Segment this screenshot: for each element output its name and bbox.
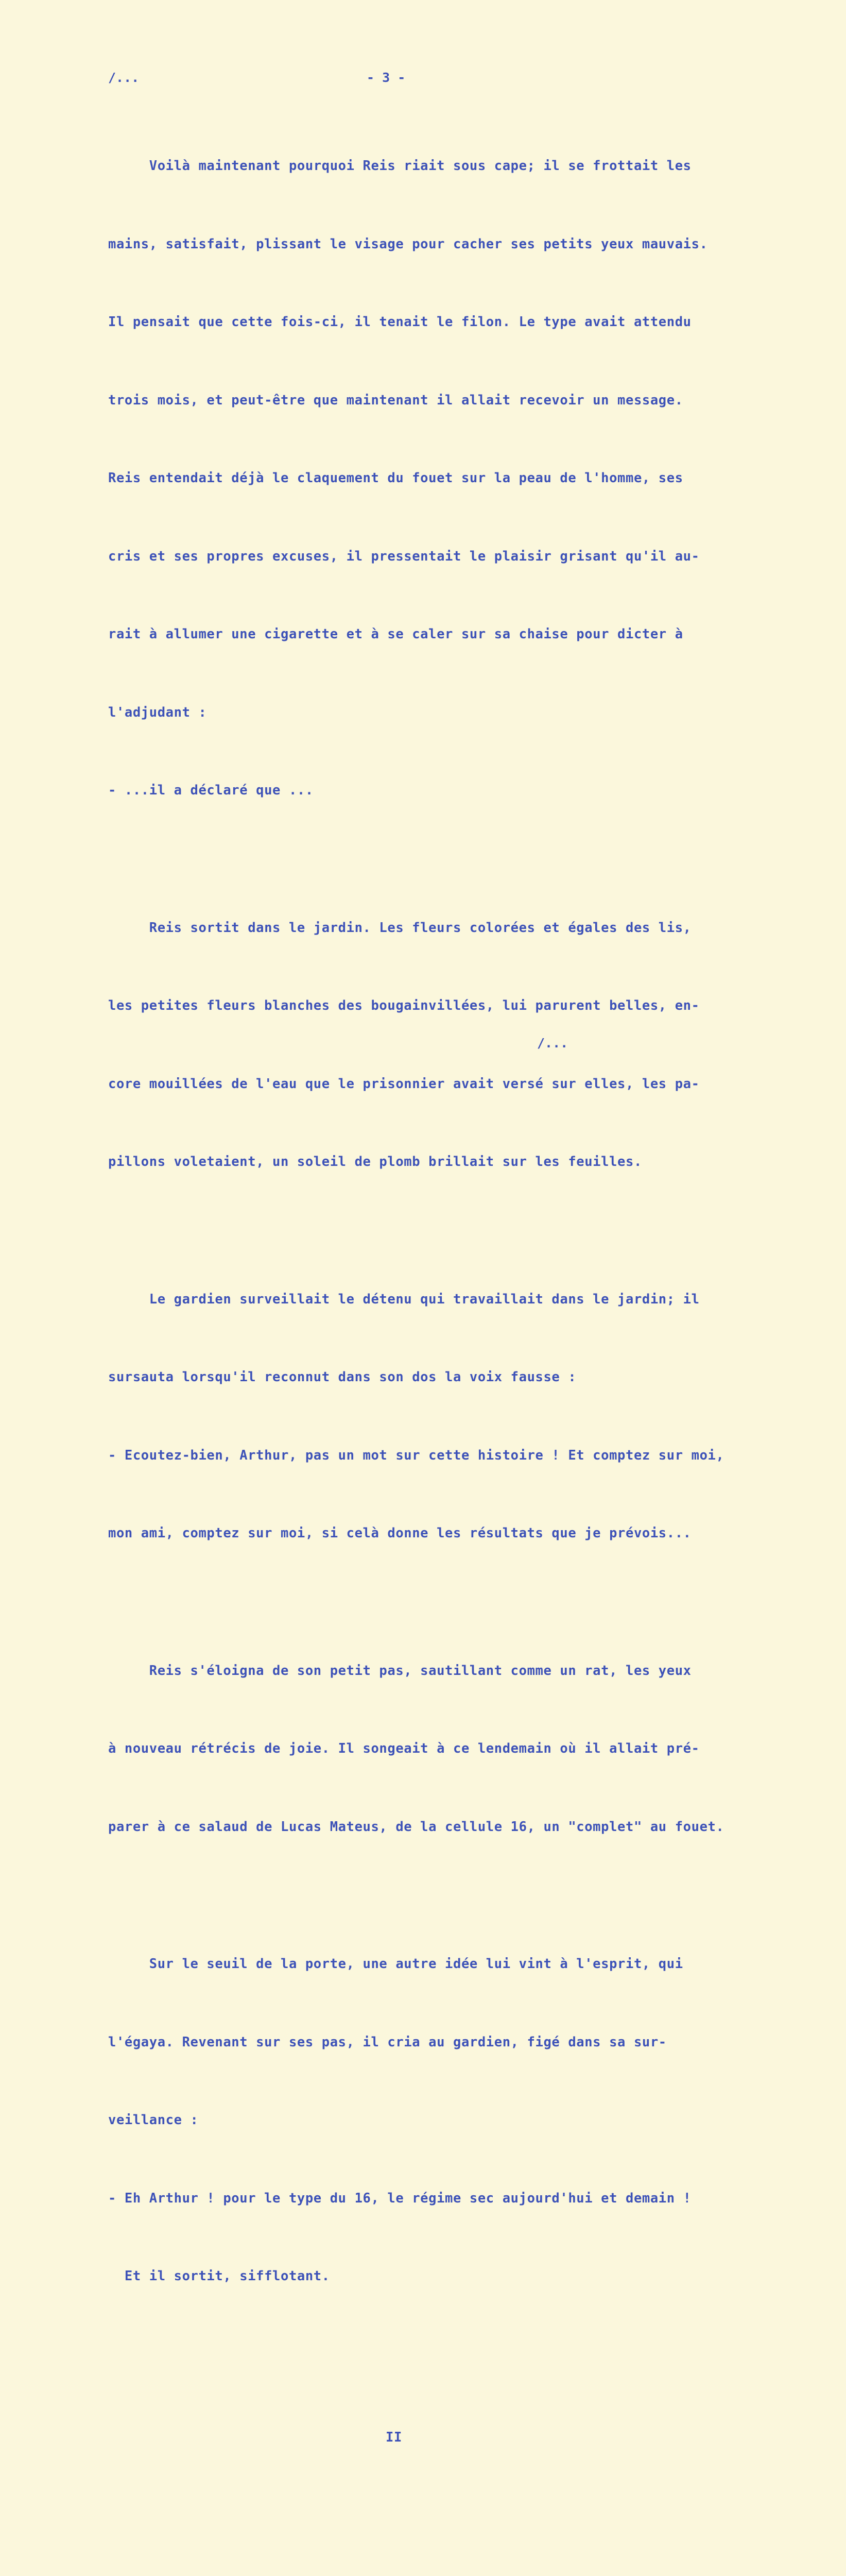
section-heading: II xyxy=(386,2429,402,2445)
continuation-mark-bottom: /... xyxy=(537,1036,568,1050)
typed-text-body xyxy=(108,101,772,2576)
text-line: Il pensait que cette fois-ci, il tenait le filon. Le type avait attendu xyxy=(108,314,692,330)
text-line: core mouillées de l'eau que le prisonnier avait versé sur elles, les pa- xyxy=(108,1076,700,1092)
page-header xyxy=(0,70,846,91)
page-number: - 3 - xyxy=(367,70,406,85)
text-line: Et il sortit, sifflotant. xyxy=(108,2268,330,2284)
text-line: sursauta lorsqu'il reconnut dans son dos la voix fausse : xyxy=(108,1369,577,1385)
text-line: Voilà maintenant pourquoi Reis riait sous cape; il se frottait les xyxy=(108,158,692,174)
text-line: à nouveau rétrécis de joie. Il songeait à ce lendemain où il allait pré- xyxy=(108,1741,700,1756)
text-line: trois mois, et peut-être que maintenant il allait recevoir un message. xyxy=(108,392,683,408)
text-line: - ...il a déclaré que ... xyxy=(108,783,314,798)
text-line: - Ecoutez-bien, Arthur, pas un mot sur cette histoire ! Et comptez sur moi, xyxy=(108,1447,724,1463)
text-line: rait à allumer une cigarette et à se caler sur sa chaise pour dicter à xyxy=(108,626,683,642)
text-line: les petites fleurs blanches des bougainvillées, lui parurent belles, en- xyxy=(108,998,700,1013)
text-line: l'égaya. Revenant sur ses pas, il cria au gardien, figé dans sa sur- xyxy=(108,2034,667,2050)
text-line: pillons voletaient, un soleil de plomb brillait sur les feuilles. xyxy=(108,1154,642,1170)
text-line: Reis s'éloigna de son petit pas, sautillant comme un rat, les yeux xyxy=(108,1663,692,1679)
text-line: cris et ses propres excuses, il pressentait le plaisir grisant qu'il au- xyxy=(108,548,700,564)
text-line: - Eh Arthur ! pour le type du 16, le régime sec aujourd'hui et demain ! xyxy=(108,2190,692,2206)
text-line: Le gardien surveillait le détenu qui travaillait dans le jardin; il xyxy=(108,1291,700,1307)
text-line: mains, satisfait, plissant le visage pour cacher ses petits yeux mauvais. xyxy=(108,236,708,252)
text-line: parer à ce salaud de Lucas Mateus, de la cellule 16, un "complet" au fouet. xyxy=(108,1819,724,1835)
text-line: l'adjudant : xyxy=(108,704,207,720)
text-line: mon ami, comptez sur moi, si celà donne les résultats que je prévois... xyxy=(108,1526,692,1541)
text-line: Sur le seuil de la porte, une autre idée lui vint à l'esprit, qui xyxy=(108,1956,683,1972)
text-line: Reis sortit dans le jardin. Les fleurs colorées et égales des lis, xyxy=(108,920,692,936)
continuation-mark-top: /... xyxy=(108,70,140,85)
text-line: Reis entendait déjà le claquement du fouet sur la peau de l'homme, ses xyxy=(108,470,683,486)
text-line: veillance : xyxy=(108,2112,199,2128)
